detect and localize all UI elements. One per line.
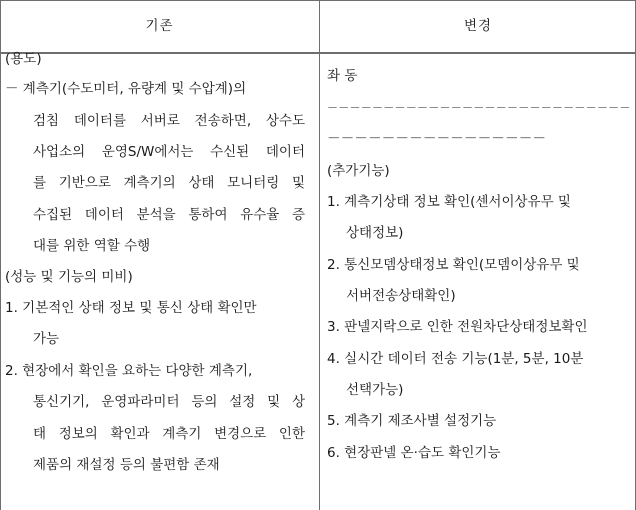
usage-line: － 계측기(수도미터, 유량계 및 수압계)의 [5,81,247,97]
added-feature-line: 서버전송상태확인) [346,288,456,304]
deficiency-line: 제품의 재설정 등의 불편함 존재 [33,457,220,473]
column-divider [319,0,320,510]
deficiency-line: 1. 기본적인 상태 정보 및 통신 상태 확인만 [5,300,257,316]
usage-heading: (용도) [5,51,42,67]
added-feature-line: 2. 통신모뎀상태정보 확인(모뎀이상유무 및 [327,257,580,273]
deficiency-line: 2. 현장에서 확인을 요하는 다양한 계측기, [5,363,253,379]
dash-separator: －－－－－－－－－－－－－－－－－－－－－－－－－－－ [327,101,631,114]
dash-separator: －－－－－－－－－－－－－－－－ [327,131,547,147]
header-before: 기존 [145,18,174,34]
added-feature-line: 상태정보) [346,225,404,241]
added-feature-line: 6. 현장판넬 온·습도 확인기능 [327,445,501,461]
added-feature-line: 선택가능) [346,382,404,398]
deficiency-line: 태 정보의 확인과 계측기 변경으로 인한 [33,426,305,442]
added-feature-line: 5. 계측기 제조사별 설정기능 [327,413,497,429]
usage-line: 를 기반으로 계측기의 상태 모니터링 및 [33,175,305,191]
usage-line: 대를 위한 역할 수행 [33,238,151,254]
usage-line: 사업소의 운영S/W에서는 수신된 데이터 [33,144,305,160]
same-as-before: 좌 동 [327,68,358,84]
added-feature-line: 4. 실시간 데이터 전송 기능(1분, 5분, 10분 [327,351,584,367]
header-after: 변경 [463,18,493,34]
added-feature-line: 1. 계측기상태 정보 확인(센서이상유무 및 [327,194,571,210]
deficiency-line: 가능 [33,331,60,347]
header-divider [0,52,636,54]
usage-line: 검침 데이터를 서버로 전송하면, 상수도 [33,113,305,129]
added-heading: (추가기능) [327,163,390,179]
usage-line: 수집된 데이터 분석을 통하여 유수율 증 [33,207,305,223]
deficiency-line: 통신기기, 운영파라미터 등의 설정 및 상 [33,394,305,410]
deficiency-heading: (성능 및 기능의 미비) [5,269,133,285]
added-feature-line: 3. 판넬지락으로 인한 전원차단상태정보확인 [327,319,588,335]
